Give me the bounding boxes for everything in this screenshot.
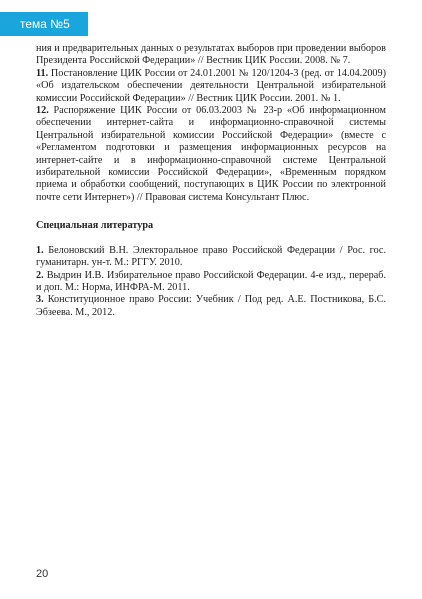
literature-item <box>36 294 386 319</box>
continuation-text: ния и предварительных данных о результатах выборов при проведении выборов Президента Российской Федерации» // Вестник ЦИК России. 2008. № 7. <box>36 43 386 67</box>
literature-text: Конституционное право России: Учебник / Под ред. А.Е. Постникова, Б.С. Эбзеева. М., 2012. <box>36 294 386 318</box>
reference-text: Постановление ЦИК России от 24.01.2001 № 120/1204-3 (ред. от 14.04.2009) «Об издательском обеспечении деятельности Центральной избирательной комиссии Российской Федерации» // Вестник ЦИК России. 2001. № 1. <box>36 67 386 104</box>
literature-number: 3. <box>36 294 44 306</box>
spacer <box>36 233 386 245</box>
literature-number: 1. <box>36 244 44 256</box>
continuation-paragraph <box>36 43 386 68</box>
reference-item <box>36 105 386 204</box>
page-content <box>36 43 386 319</box>
page-number: 20 <box>36 568 49 580</box>
section-tab-label: тема №5 <box>20 17 70 31</box>
reference-item <box>36 68 386 105</box>
literature-item <box>36 270 386 295</box>
literature-number: 2. <box>36 269 44 281</box>
literature-text: Выдрин И.В. Избирательное право Российской Федерации. 4-е изд., перераб. и доп. М.: Норма, ИНФРА-М. 2011. <box>36 269 386 293</box>
spacer <box>36 204 386 220</box>
special-literature-heading: Специальная литература <box>36 220 154 232</box>
literature-item <box>36 245 386 270</box>
reference-number: 11. <box>36 67 49 79</box>
literature-text: Белоновский В.Н. Электоральное право Российской Федерации / Рос. гос. гуманитарн. ун-т. М.: РГГУ. 2010. <box>36 244 386 269</box>
reference-text: Распоряжение ЦИК России от 06.03.2003 № 23-р «Об информационном обеспечении интернет-сайта и информационно-справочной системы Центральной избирательной комиссии Российской Федерации» (вместе с «Регламентом подготовки и размещения информационных ресурсов на интернет-сайте и в информационно-справочной системе Центральной избирательной комиссии Российской Федерации», «Временным порядком приема и обработки сообщений, поступающих в ЦИК России по электронной почте сети Интернет») // Правовая система Консультант Плюс. <box>36 105 386 203</box>
section-tab <box>0 12 88 36</box>
reference-number: 12. <box>36 105 49 117</box>
